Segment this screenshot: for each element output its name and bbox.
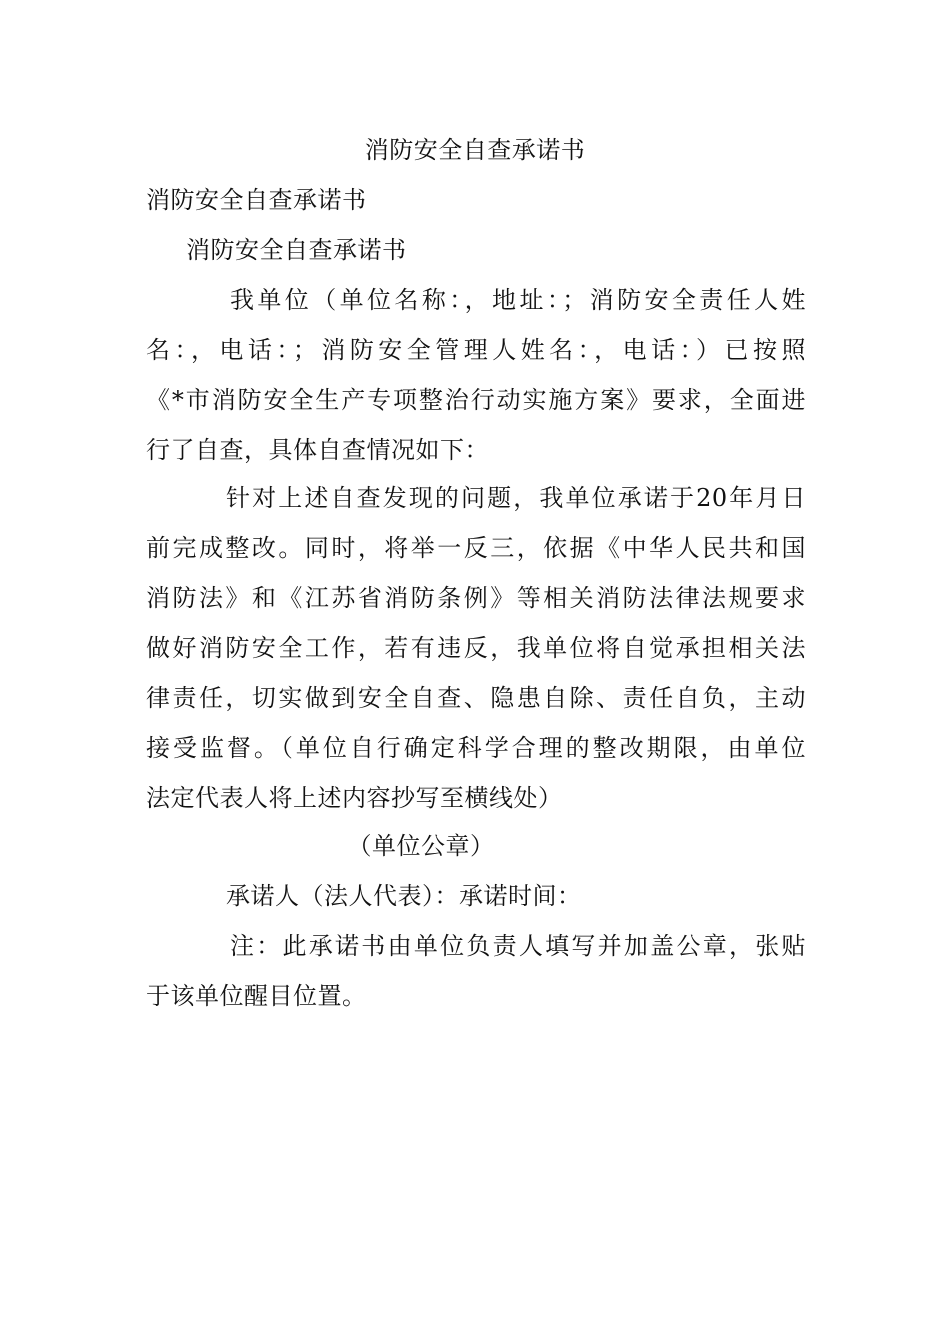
- paragraph1-line3: 《*市消防安全生产专项整治行动实施方案》要求，全面进: [146, 386, 806, 414]
- paragraph1-line4: 行了自查，具体自查情况如下：: [146, 436, 489, 464]
- paragraph2-line7: 法定代表人将上述内容抄写至横线处）: [146, 784, 563, 812]
- paragraph2-line4: 做好消防安全工作，若有违反，我单位将自觉承担相关法: [146, 634, 806, 662]
- document-subtitle-indented: 消防安全自查承诺书: [186, 236, 407, 264]
- document-title: 消防安全自查承诺书: [364, 136, 586, 164]
- paragraph1-line1: 我单位（单位名称：，地址：；消防安全责任人姓: [230, 286, 806, 314]
- paragraph2-line3: 消防法》和《江苏省消防条例》等相关消防法律法规要求: [146, 584, 806, 612]
- paragraph2-line1: 针对上述自查发现的问题，我单位承诺于20年月日: [226, 484, 806, 512]
- note-line2: 于该单位醒目位置。: [146, 982, 367, 1010]
- note-line1: 注：此承诺书由单位负责人填写并加盖公章，张贴: [230, 932, 806, 960]
- paragraph2-line6: 接受监督。（单位自行确定科学合理的整改期限，由单位: [146, 734, 806, 762]
- signature-line: 承诺人（法人代表）：承诺时间：: [226, 882, 582, 910]
- document-subtitle: 消防安全自查承诺书: [146, 186, 367, 214]
- paragraph2-line2: 前完成整改。同时，将举一反三，依据《中华人民共和国: [146, 534, 806, 562]
- paragraph1-line2: 名：，电话：；消防安全管理人姓名：，电话：）已按照: [146, 336, 806, 364]
- paragraph2-line5: 律责任，切实做到安全自查、隐患自除、责任自负，主动: [146, 684, 806, 712]
- unit-seal-label: （单位公章）: [347, 832, 495, 860]
